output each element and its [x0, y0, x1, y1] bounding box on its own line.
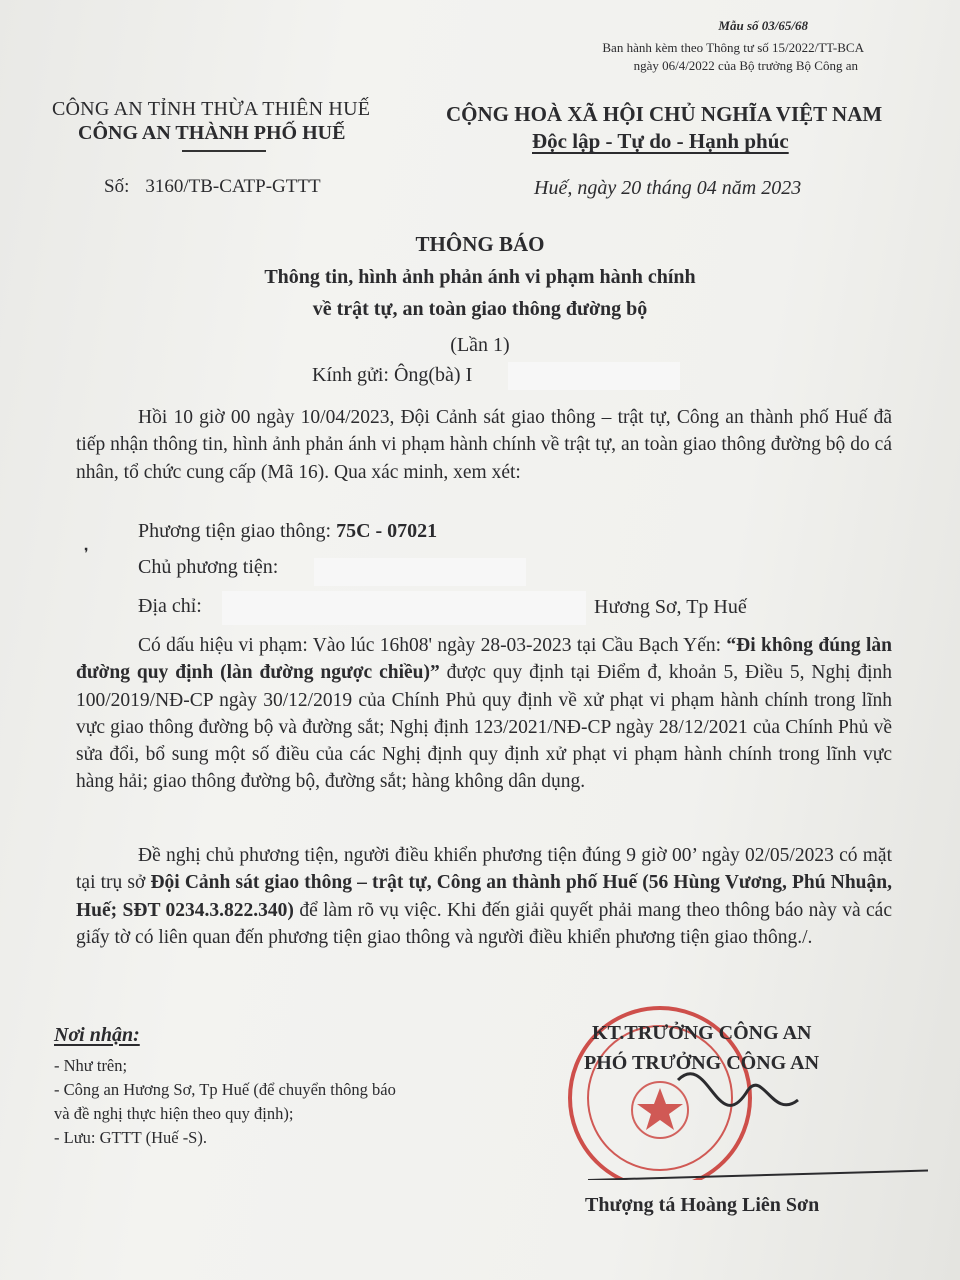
owner-label: Chủ phương tiện:: [138, 556, 279, 578]
form-number: Mẫu số 03/65/68: [718, 18, 808, 33]
document-number: [104, 176, 321, 198]
address-tail: Hương Sơ, Tp Huế: [594, 596, 747, 618]
national-motto: Độc lập - Tự do - Hạnh phúc: [532, 129, 789, 153]
redacted-owner: [314, 558, 526, 586]
place-date: Huế, ngày 20 tháng 04 năm 2023: [534, 177, 802, 199]
notice-title: THÔNG BÁO: [415, 232, 545, 256]
agency-underline: [182, 150, 266, 152]
document-number-value: 3160/TB-CATP-GTTT: [145, 176, 321, 197]
request-intro: Đề nghị chủ phương tiện, người điều khiển phương tiện đúng 9 giờ 00’ ngày 02/05/2023 có mặt tại trụ sở: [76, 845, 892, 894]
vehicle-label: Phương tiện giao thông:: [138, 520, 332, 542]
address-label: Địa chỉ:: [138, 595, 202, 617]
paragraph-intake: Hồi 10 giờ 00 ngày 10/04/2023, Đội Cảnh sát giao thông – trật tự, Công an thành phố Huế đã tiếp nhận thông tin, hình ảnh phản ánh vi phạm hành chính về trật tự, an toàn giao thông đường bộ do cá nhân, tổ chức cung cấp (Mã 16). Qua xác minh, xem xét:: [76, 407, 892, 483]
violation-description: “Đi không đúng làn đường quy định (làn đường ngược chiều)”: [76, 635, 893, 684]
form-issued-line-2: ngày 06/4/2022 của Bộ trưởng Bộ Công an: [633, 58, 858, 73]
recipient-item: - Công an Hương Sơ, Tp Huế (để chuyển thông báo: [54, 1080, 396, 1099]
redacted-address: [222, 591, 586, 625]
ink-mark: ❜: [84, 547, 89, 562]
recipients-heading: Nơi nhận:: [54, 1024, 140, 1046]
paragraph-violation: [76, 632, 892, 796]
paragraph-request: [76, 842, 892, 951]
vehicle-plate: 75C - 07021: [336, 520, 438, 542]
violation-legal-basis: được quy định tại Điểm đ, khoản 5, Điều 5, Nghị định 100/2019/NĐ-CP ngày 30/12/2019 của Chính Phủ quy định về xử phạt vi phạm hành chính trong lĩnh vực giao thông đường bộ và đường sắt; Nghị định 123/2021/NĐ-CP ngày 28/12/2021 của Chính Phủ về sửa đổi, bổ sung một số điều của các Nghị định quy định xử phạt vi phạm hành chính trong lĩnh vực hàng hải; giao thông đường bộ, đường sắt; hàng không dân dụng.: [76, 662, 892, 793]
parent-agency: CÔNG AN TỈNH THỪA THIÊN HUẾ: [52, 98, 371, 120]
notice-attempt: (Lần 1): [450, 334, 510, 356]
violation-intro: Có dấu hiệu vi phạm: Vào lúc 16h08' ngày 28-03-2023 tại Cầu Bạch Yến:: [138, 635, 722, 656]
recipient-item: - Như trên;: [54, 1056, 128, 1075]
notice-subtitle-1: Thông tin, hình ảnh phản ánh vi phạm hành chính: [264, 266, 696, 288]
signature-title-2: PHÓ TRƯỞNG CÔNG AN: [584, 1052, 820, 1074]
signature-title-1: KT.TRƯỞNG CÔNG AN: [592, 1022, 812, 1044]
form-issued-line-1: Ban hành kèm theo Thông tư số 15/2022/TT-BCA: [602, 40, 864, 55]
recipient-item: - Lưu: GTTT (Huế -S).: [54, 1128, 207, 1147]
request-office: Đội Cảnh sát giao thông – trật tự, Công an thành phố Huế (56 Hùng Vương, Phú Nhuận, Huế; SĐT 0234.3.822.340): [76, 872, 892, 921]
recipient-item: và đề nghị thực hiện theo quy định);: [54, 1104, 294, 1123]
national-title: CỘNG HOÀ XÃ HỘI CHỦ NGHĨA VIỆT NAM: [446, 102, 883, 126]
greeting: Kính gửi: Ông(bà) I: [312, 364, 473, 386]
request-rest: để làm rõ vụ việc. Khi đến giải quyết phải mang theo thông báo này và các giấy tờ có liên quan đến phương tiện giao thông và người điều khiển phương tiện giao thông./.: [76, 899, 892, 948]
notice-subtitle-2: về trật tự, an toàn giao thông đường bộ: [312, 298, 648, 320]
document-number-label: Số:: [104, 176, 130, 197]
issuing-agency: CÔNG AN THÀNH PHỐ HUẾ: [78, 122, 346, 144]
signer-name: Thượng tá Hoàng Liên Sơn: [585, 1194, 820, 1216]
redacted-recipient: [508, 362, 680, 390]
vehicle-line: [138, 520, 437, 543]
